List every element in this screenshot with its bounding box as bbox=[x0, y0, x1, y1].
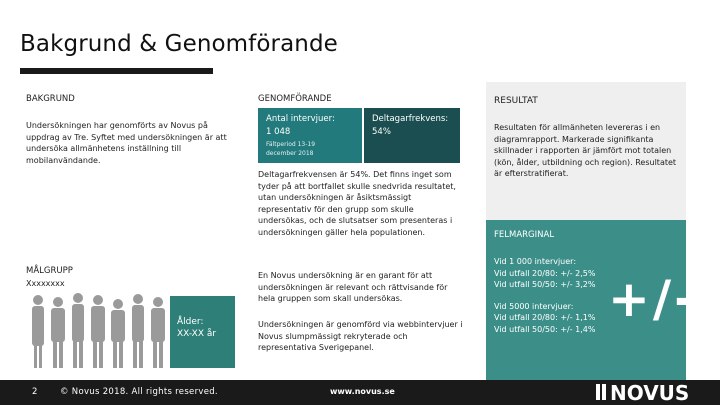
resultat-heading: RESULTAT bbox=[494, 96, 538, 106]
page-title: Bakgrund & Genomförande bbox=[20, 31, 338, 57]
interviews-label: Antal intervjuer: bbox=[266, 114, 335, 124]
website-link[interactable]: www.novus.se bbox=[330, 387, 395, 396]
bakgrund-heading: BAKGRUND bbox=[26, 94, 75, 104]
age-label: Ålder: bbox=[177, 317, 204, 327]
felmarginal-list bbox=[494, 256, 609, 335]
interviews-value: 1 048 bbox=[266, 127, 291, 137]
interviews-box bbox=[258, 108, 362, 163]
genomforande-para1: Deltagarfrekvensen är 54%. Det finns inget som tyder på att bortfallet skulle snedvrida resultatet, utan undersökningen är åsiktsmässigt representativ för den grupp som skulle undersökas, och de slutsatser som presenteras i undersökningen gäller hela populationen. bbox=[258, 170, 456, 237]
resultat-text: Resultaten för allmänheten levereras i en diagramrapport. Markerade signifikanta skillnader i rapporten är jämfört mot totalen (kön, ålder, utbildning och region). Resultatet är efterstratifierat. bbox=[494, 123, 677, 178]
novus-logo-image bbox=[596, 381, 716, 403]
genomforande-para3: Undersökningen är genomförd via webbintervjuer i Novus slumpmässigt rekryterade och representativa Sverigepanel. bbox=[258, 320, 463, 352]
felmarginal-heading: FELMARGINAL bbox=[494, 230, 555, 240]
age-value: XX-XX år bbox=[177, 329, 217, 339]
response-rate-box bbox=[364, 108, 460, 163]
genomforande-heading: GENOMFÖRANDE bbox=[258, 94, 332, 104]
title-underline bbox=[20, 68, 213, 74]
malgrupp-value: Xxxxxxxx bbox=[26, 279, 65, 288]
response-label: Deltagarfrekvens: bbox=[372, 114, 449, 124]
felmarginal-line: Vid 1 000 intervjuer: bbox=[494, 257, 577, 266]
page-number: 2 bbox=[32, 387, 38, 397]
plus-minus-symbol: +/- bbox=[608, 270, 698, 328]
malgrupp-heading: MÅLGRUPP bbox=[26, 266, 73, 276]
logo-text: NOVUS bbox=[610, 381, 690, 403]
age-box bbox=[170, 296, 235, 368]
felmarginal-line: Vid utfall 20/80: +/- 2,5% bbox=[494, 268, 596, 278]
bakgrund-text: Undersökningen har genomförts av Novus på uppdrag av Tre. Syftet med undersökningen är att undersöka allmänhetens inställning till mobilanvändande. bbox=[26, 121, 227, 165]
genomforande-para2: En Novus undersökning är en garant för att undersökningen är relevant och rättvisande för hela gruppen som skall undersökas. bbox=[258, 271, 448, 303]
response-value: 54% bbox=[372, 127, 391, 137]
felmarginal-line: Vid 5000 intervjuer: bbox=[494, 301, 574, 311]
felmarginal-line: Vid utfall 50/50: +/- 1,4% bbox=[494, 324, 596, 334]
felmarginal-line: Vid utfall 20/80: +/- 1,1% bbox=[494, 313, 596, 322]
copyright: © Novus 2018. All rights reserved. bbox=[60, 387, 218, 397]
field-period: Fältperiod 13-19 december 2018 bbox=[266, 141, 316, 157]
felmarginal-line: Vid utfall 50/50: +/- 3,2% bbox=[494, 280, 596, 289]
